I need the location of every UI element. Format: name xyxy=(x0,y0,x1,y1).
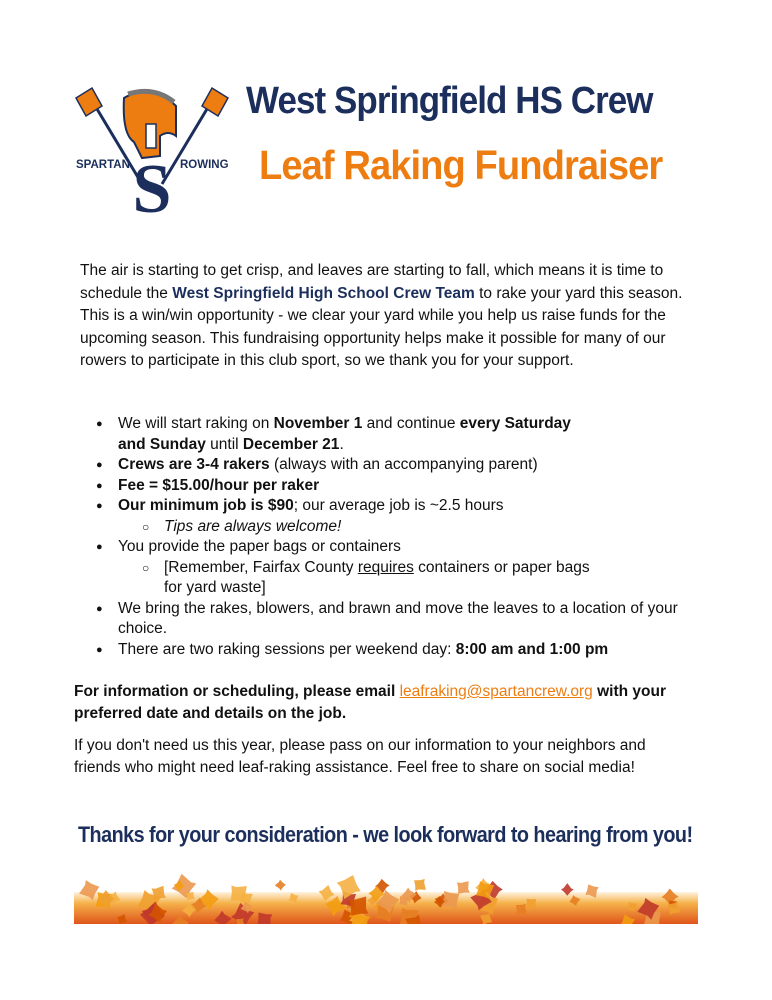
contact-paragraph: For information or scheduling, please email leafraking@spartancrew.org with your preferred date and details on the job. xyxy=(74,683,666,722)
list-item-crews: ● Crews are 3-4 rakers (always with an accompanying parent) xyxy=(80,455,700,476)
team-name: West Springfield High School Crew Team xyxy=(172,284,475,302)
list-item-equipment: ● We bring the rakes, blowers, and brawn and move the leaves to a location of your choice. xyxy=(80,599,700,640)
logo-left-text: SPARTAN xyxy=(76,159,130,171)
list-subitem-fairfax: ○ [Remember, Fairfax County requires containers or paper bags for yard waste] xyxy=(118,558,700,599)
spartan-rowing-logo xyxy=(72,84,232,216)
page-subtitle: Leaf Raking Fundraiser xyxy=(259,142,663,188)
leaf-icon xyxy=(275,879,287,891)
list-item-minimum: ● Our minimum job is $90; our average job is ~2.5 hours ○ Tips are always welcome! xyxy=(80,496,700,537)
logo-right-text: ROWING xyxy=(180,159,229,171)
thanks-banner: Thanks for your consideration - we look forward to hearing from you! xyxy=(78,822,693,847)
autumn-leaves-border xyxy=(74,870,698,924)
intro-text-rest: to rake your yard this season. This is a win/win opportunity - we clear your yard while you help us raise funds for the upcoming season. This fundraising opportunity helps make it possible for many of our rowers to participate in this club sport, so we thank you for your support. xyxy=(80,284,683,369)
list-item-fee: ● Fee = $15.00/hour per raker xyxy=(80,476,700,497)
share-paragraph: If you don't need us this year, please pass on our information to your neighbors and friends who might need leaf-raking assistance. Feel free to share on social media! xyxy=(74,737,646,776)
intro-text: The air is starting to get crisp, and leaves are starting to fall, which means it is time to schedule the xyxy=(80,262,664,302)
list-subitem-tips: ○ Tips are always welcome! xyxy=(118,517,700,538)
intro-paragraph xyxy=(80,260,700,373)
spartan-helmet-icon xyxy=(124,91,176,158)
list-item-sessions: ● There are two raking sessions per weekend day: 8:00 am and 1:00 pm xyxy=(80,640,700,661)
logo-letter: S xyxy=(132,151,172,216)
email-link[interactable]: leafraking@spartancrew.org xyxy=(399,683,593,700)
list-item-bags: ● You provide the paper bags or containers ○ [Remember, Fairfax County requires containers or paper bags for yard waste] xyxy=(80,537,700,599)
list-item-dates: ● We will start raking on November 1 and continue every Saturday and Sunday until December 21. xyxy=(80,414,700,455)
details-list xyxy=(80,414,700,660)
page-title: West Springfield HS Crew xyxy=(246,80,653,122)
